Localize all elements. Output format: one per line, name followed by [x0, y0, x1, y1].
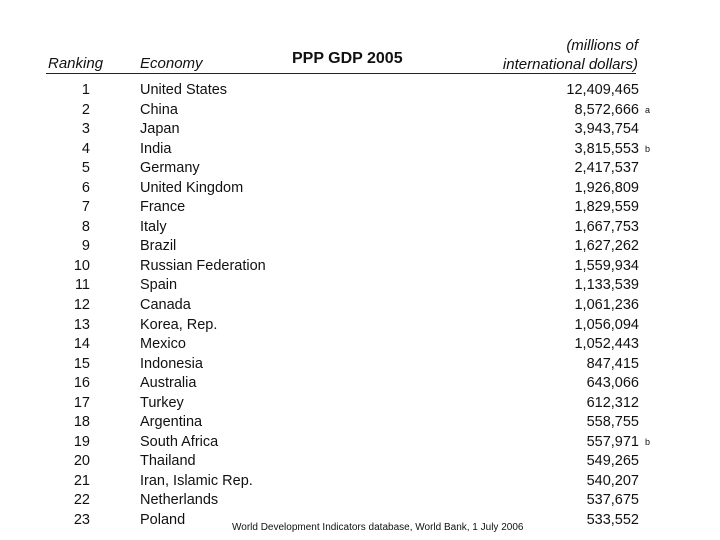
economy-cell: Japan — [140, 121, 180, 138]
rank-cell: 3 — [81, 121, 90, 138]
value-cell: 1,133,539 — [574, 277, 639, 294]
table-row — [0, 179, 720, 199]
economy-cell: France — [140, 199, 186, 216]
economy-cell: Mexico — [140, 336, 186, 353]
gdp-table — [0, 81, 720, 531]
rank-cell: 10 — [73, 257, 90, 274]
economy-cell: Italy — [140, 218, 167, 235]
rank-cell: 4 — [81, 140, 90, 157]
economy-cell: United Kingdom — [140, 179, 244, 196]
value-cell: 1,052,443 — [574, 336, 639, 353]
economy-cell: Korea, Rep. — [140, 316, 218, 333]
economy-cell: Argentina — [140, 414, 203, 431]
table-row — [0, 81, 720, 101]
value-cell: 558,755 — [586, 414, 639, 431]
table-row — [0, 394, 720, 414]
value-cell: 12,409,465 — [566, 82, 639, 98]
economy-cell: Turkey — [140, 394, 184, 411]
table-row — [0, 472, 720, 492]
rank-cell: 14 — [73, 336, 90, 353]
column-header-economy: Economy — [140, 55, 203, 72]
table-row — [0, 355, 720, 375]
value-cell: 557,971 — [586, 433, 639, 450]
rank-cell: 9 — [81, 238, 90, 255]
rank-cell: 17 — [73, 394, 90, 411]
rank-cell: 12 — [73, 297, 90, 314]
value-cell: 8,572,666 — [574, 101, 639, 118]
table-row — [0, 433, 720, 453]
value-cell: 537,675 — [586, 492, 639, 509]
table-row — [0, 159, 720, 179]
economy-cell: Netherlands — [140, 492, 219, 509]
units-label — [503, 36, 638, 74]
table-row — [0, 218, 720, 238]
value-cell: 1,056,094 — [574, 316, 639, 333]
table-row — [0, 413, 720, 433]
rank-cell: 8 — [81, 218, 90, 235]
value-cell: 612,312 — [586, 394, 639, 411]
value-cell: 549,265 — [586, 453, 639, 470]
rank-cell: 11 — [74, 277, 90, 294]
table-row — [0, 120, 720, 140]
table-row — [0, 374, 720, 394]
value-cell: 1,926,809 — [574, 179, 639, 196]
rank-cell: 20 — [73, 453, 90, 470]
footnote-mark: b — [645, 436, 651, 447]
rank-cell: 1 — [81, 82, 90, 98]
table-row — [0, 198, 720, 218]
rank-cell: 23 — [73, 512, 90, 529]
table-row — [0, 140, 720, 160]
table-row — [0, 452, 720, 472]
rank-cell: 21 — [73, 472, 90, 489]
table-row — [0, 316, 720, 336]
rank-cell: 2 — [81, 101, 90, 118]
value-cell: 643,066 — [586, 375, 639, 392]
rank-cell: 5 — [81, 160, 90, 177]
table-row — [0, 335, 720, 355]
economy-cell: Indonesia — [140, 355, 203, 372]
rank-cell: 6 — [81, 179, 90, 196]
value-cell: 540,207 — [586, 472, 639, 489]
economy-cell: United States — [140, 82, 228, 98]
rank-cell: 16 — [73, 375, 90, 392]
table-row — [0, 101, 720, 121]
column-header-ranking: Ranking — [48, 55, 104, 72]
value-cell: 2,417,537 — [574, 160, 639, 177]
table-row — [0, 296, 720, 316]
rank-cell: 15 — [73, 355, 90, 372]
value-cell: 847,415 — [586, 355, 639, 372]
table-row — [0, 237, 720, 257]
economy-cell: Russian Federation — [140, 257, 266, 274]
rank-cell: 7 — [81, 199, 90, 216]
economy-cell: Spain — [140, 277, 178, 294]
economy-cell: Iran, Islamic Rep. — [140, 472, 253, 489]
table-row — [0, 276, 720, 296]
value-cell: 3,943,754 — [574, 121, 639, 138]
value-cell: 1,829,559 — [574, 199, 639, 216]
economy-cell: India — [140, 140, 172, 157]
rank-cell: 22 — [73, 492, 90, 509]
economy-cell: China — [140, 101, 178, 118]
economy-cell: Australia — [140, 375, 197, 392]
value-cell: 533,552 — [586, 512, 639, 529]
value-cell: 1,627,262 — [574, 238, 639, 255]
value-cell: 3,815,553 — [574, 140, 639, 157]
economy-cell: Canada — [140, 297, 191, 314]
economy-cell: Germany — [140, 160, 200, 177]
units-line-2: international dollars) — [502, 56, 638, 73]
rank-cell: 18 — [73, 414, 90, 431]
table-title: PPP GDP 2005 — [292, 50, 403, 67]
table-row — [0, 257, 720, 277]
rank-cell: 13 — [73, 316, 90, 333]
source-citation: World Development Indicators database, World Bank, 1 July 2006 — [232, 522, 524, 533]
footnote-mark: b — [645, 143, 651, 154]
rank-cell: 19 — [73, 433, 90, 450]
value-cell: 1,061,236 — [574, 297, 639, 314]
economy-cell: Brazil — [140, 238, 177, 255]
table-row — [0, 491, 720, 511]
economy-cell: Poland — [140, 512, 186, 529]
value-cell: 1,667,753 — [574, 218, 639, 235]
value-cell: 1,559,934 — [574, 257, 639, 274]
footnote-mark: a — [645, 104, 651, 115]
units-line-1: (millions of — [566, 37, 638, 54]
economy-cell: Thailand — [140, 453, 196, 470]
economy-cell: South Africa — [140, 433, 219, 450]
header-rule — [46, 73, 636, 74]
